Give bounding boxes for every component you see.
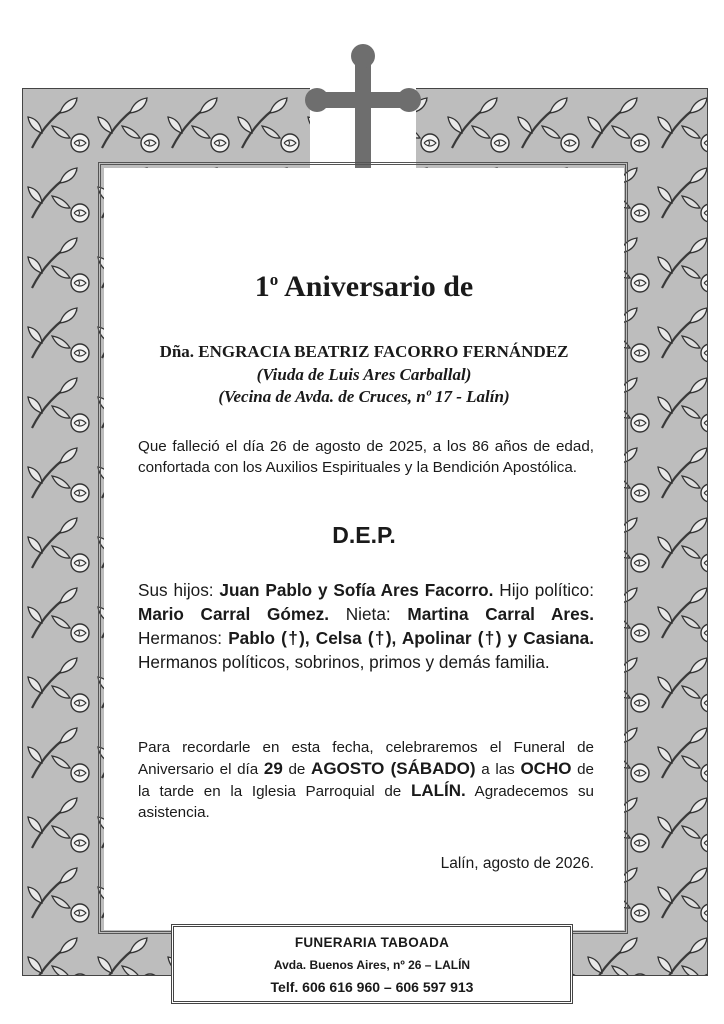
death-paragraph: Que falleció el día 26 de agosto de 2025, a los 86 años de edad, confortada con los Auxilios Espirituales y la Bendición Apostólica. bbox=[138, 438, 594, 476]
funeral-home-box bbox=[171, 924, 573, 1004]
widow-of: (Viuda de Luis Ares Carballal) bbox=[256, 365, 472, 384]
residence: (Vecina de Avda. de Cruces, nº 17 - Lalín) bbox=[218, 387, 510, 406]
funeral-paragraph: Para recordarle en esta fecha, celebraremos el Funeral de Aniversario el día 29 de AGOSTO (SÁBADO) a las OCHO de la tarde en la Iglesia Parroquial de LALÍN. Agradecemos su asistencia. bbox=[138, 739, 594, 821]
family-paragraph: Sus hijos: Juan Pablo y Sofía Ares Facorro. Hijo político: Mario Carral Gómez. Nieta: Martina Carral Ares. Hermanos: Pablo (†), Celsa (†), Apolinar (†) y Casiana. Hermanos políticos, sobrinos, primos y demás familia. bbox=[138, 580, 594, 672]
place-date: Lalín, agosto de 2026. bbox=[440, 855, 594, 872]
anniversary-title: 1$^o$ Aniversario de bbox=[254, 270, 474, 303]
funeral-home-address: Avda. Buenos Aires, nº 26 – LALÍN bbox=[273, 958, 471, 972]
deceased-name: Dña. ENGRACIA BEATRIZ FACORRO FERNÁNDEZ bbox=[159, 342, 569, 361]
funeral-home-phone: Telf. 606 616 960 – 606 597 913 bbox=[270, 979, 474, 995]
dep-heading: D.E.P. bbox=[332, 522, 396, 548]
funeral-home-name: FUNERARIA TABOADA bbox=[294, 935, 450, 950]
